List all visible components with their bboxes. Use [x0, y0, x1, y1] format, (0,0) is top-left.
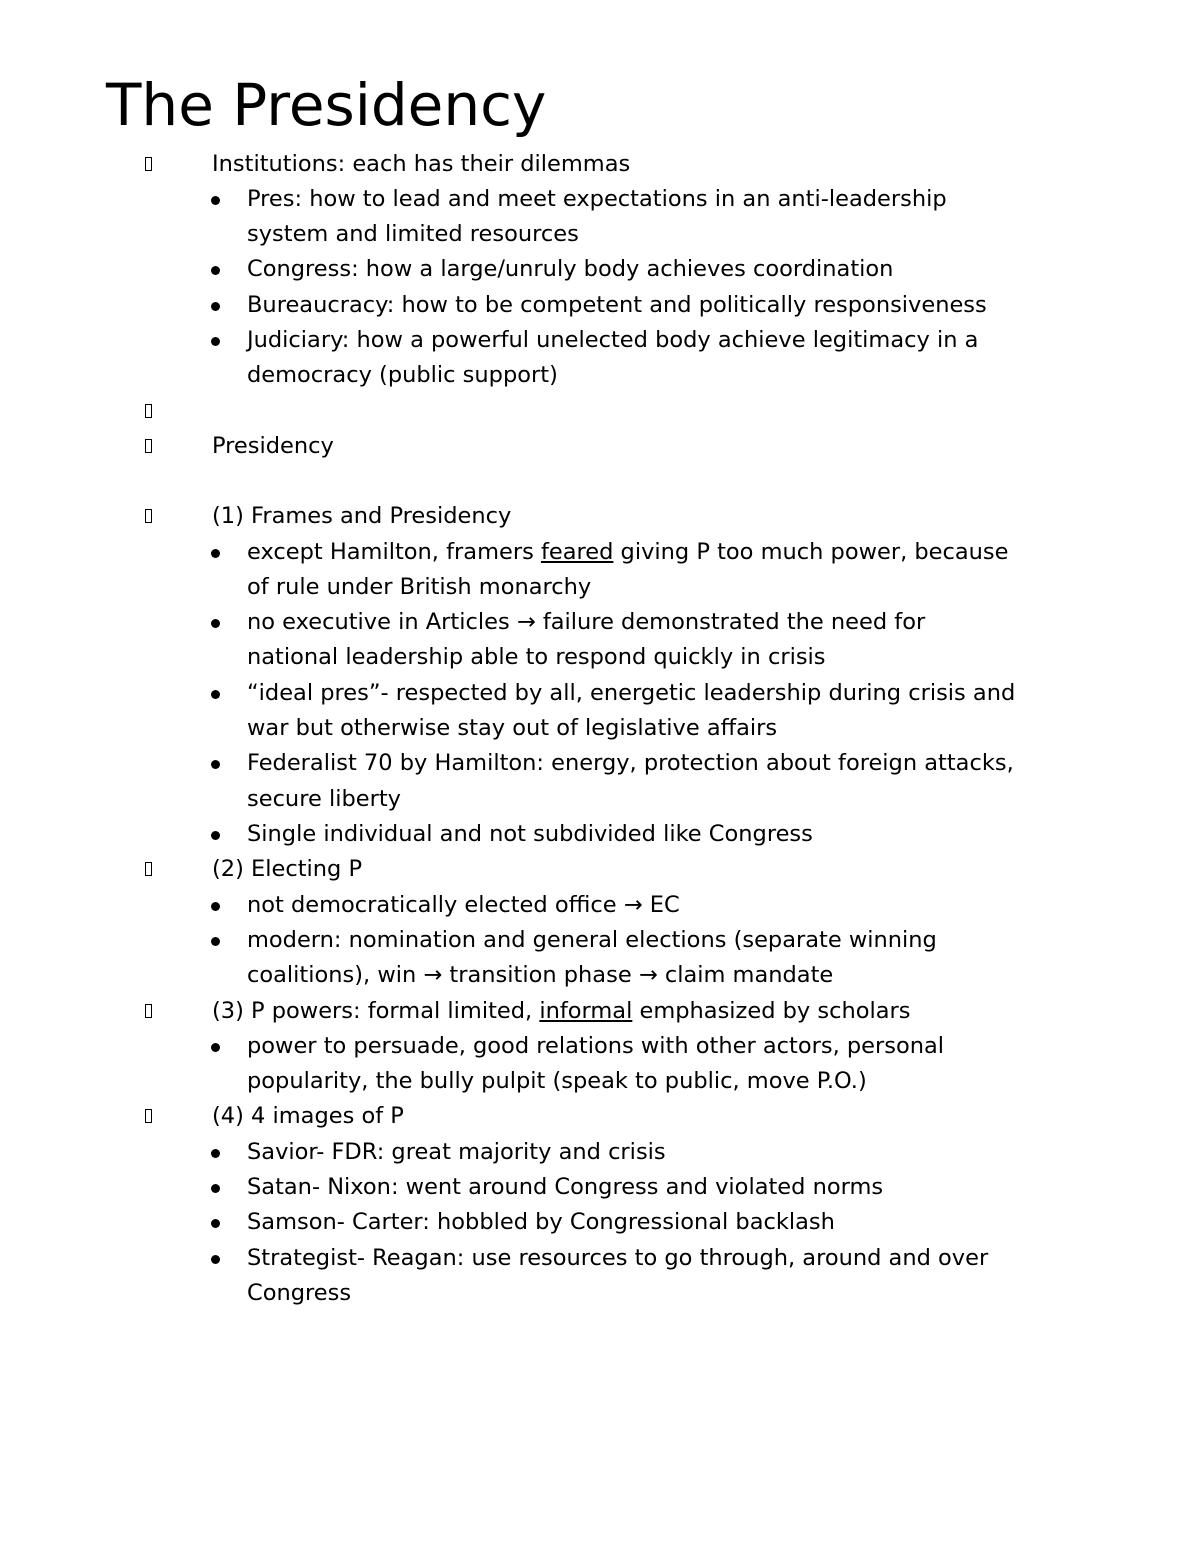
outline-marker-icon [141, 147, 155, 183]
list-item-text: Strategist- Reagan: use resources to go through, around and over [247, 1245, 989, 1271]
list-item-text: Samson- Carter: hobbled by Congressional backlash [247, 1209, 835, 1235]
bullet-icon [211, 1255, 220, 1264]
list-item-text: of rule under British monarchy [247, 574, 592, 600]
bullet-icon [211, 902, 220, 911]
list-item-text: not democratically elected office → EC [247, 892, 680, 918]
outline-marker-icon [141, 499, 155, 535]
bullet-icon [211, 196, 220, 205]
list-item-text: Congress: how a large/unruly body achieves coordination [247, 256, 894, 282]
list-item-text: Judiciary: how a powerful unelected body achieve legitimacy in a [247, 327, 979, 353]
outline-heading: Presidency [212, 433, 334, 459]
underlined-word: informal [539, 998, 633, 1024]
list-item-text: system and limited resources [247, 221, 579, 247]
bullet-icon [211, 549, 220, 558]
outline-marker-icon [141, 394, 155, 430]
list-item-text: Single individual and not subdivided like Congress [247, 821, 813, 847]
list-item-text: coalitions), win → transition phase → claim mandate [247, 962, 834, 988]
bullet-icon [211, 760, 220, 769]
list-item-text: democracy (public support) [247, 362, 558, 388]
list-item-text: Savior- FDR: great majority and crisis [247, 1139, 666, 1165]
bullet-icon [211, 1184, 220, 1193]
underlined-word: feared [540, 539, 614, 565]
page-title: The Presidency [106, 71, 547, 139]
list-item-text: power to persuade, good relations with other actors, personal [247, 1033, 945, 1059]
list-item-text: popularity, the bully pulpit (speak to public, move P.O.) [247, 1068, 867, 1094]
bullet-icon [211, 1149, 220, 1158]
bullet-icon [211, 302, 220, 311]
list-item-text: Bureaucracy: how to be competent and politically responsiveness [247, 292, 987, 318]
outline-marker-icon [141, 994, 155, 1030]
arrow-right-icon: → [516, 609, 536, 635]
list-item-text: modern: nomination and general elections (separate winning [247, 927, 937, 953]
bullet-icon [211, 619, 220, 628]
list-item-text: secure liberty [247, 786, 401, 812]
outline-heading: (4) 4 images of P [212, 1103, 404, 1129]
bullet-icon [211, 1043, 220, 1052]
list-item-text: war but otherwise stay out of legislative affairs [247, 715, 778, 741]
outline-heading: Institutions: each has their dilemmas [212, 151, 631, 177]
list-item-text: no executive in Articles → failure demonstrated the need for [247, 609, 926, 635]
bullet-icon [211, 337, 220, 346]
arrow-right-icon: → [638, 962, 658, 988]
list-item-text: Pres: how to lead and meet expectations in an anti-leadership [247, 186, 947, 212]
list-item-text: “ideal pres”- respected by all, energetic leadership during crisis and [247, 680, 1016, 706]
bullet-icon [211, 937, 220, 946]
outline-marker-icon [141, 852, 155, 888]
bullet-icon [211, 831, 220, 840]
list-item-text: except Hamilton, framers feared giving P too much power, because [247, 539, 1009, 565]
list-item-text: Federalist 70 by Hamilton: energy, protection about foreign attacks, [247, 750, 1014, 776]
outline-marker-icon [141, 429, 155, 465]
outline-heading: (2) Electing P [212, 856, 363, 882]
list-item-text: Congress [247, 1280, 352, 1306]
bullet-icon [211, 690, 220, 699]
bullet-icon [211, 1219, 220, 1228]
list-item-text: national leadership able to respond quickly in crisis [247, 644, 826, 670]
arrow-right-icon: → [623, 892, 643, 918]
outline-heading: (3) P powers: formal limited, informal emphasized by scholars [212, 998, 911, 1024]
outline-marker-icon [141, 1099, 155, 1135]
list-item-text: Satan- Nixon: went around Congress and violated norms [247, 1174, 884, 1200]
outline-heading: (1) Frames and Presidency [212, 503, 512, 529]
arrow-right-icon: → [423, 962, 443, 988]
bullet-icon [211, 266, 220, 275]
